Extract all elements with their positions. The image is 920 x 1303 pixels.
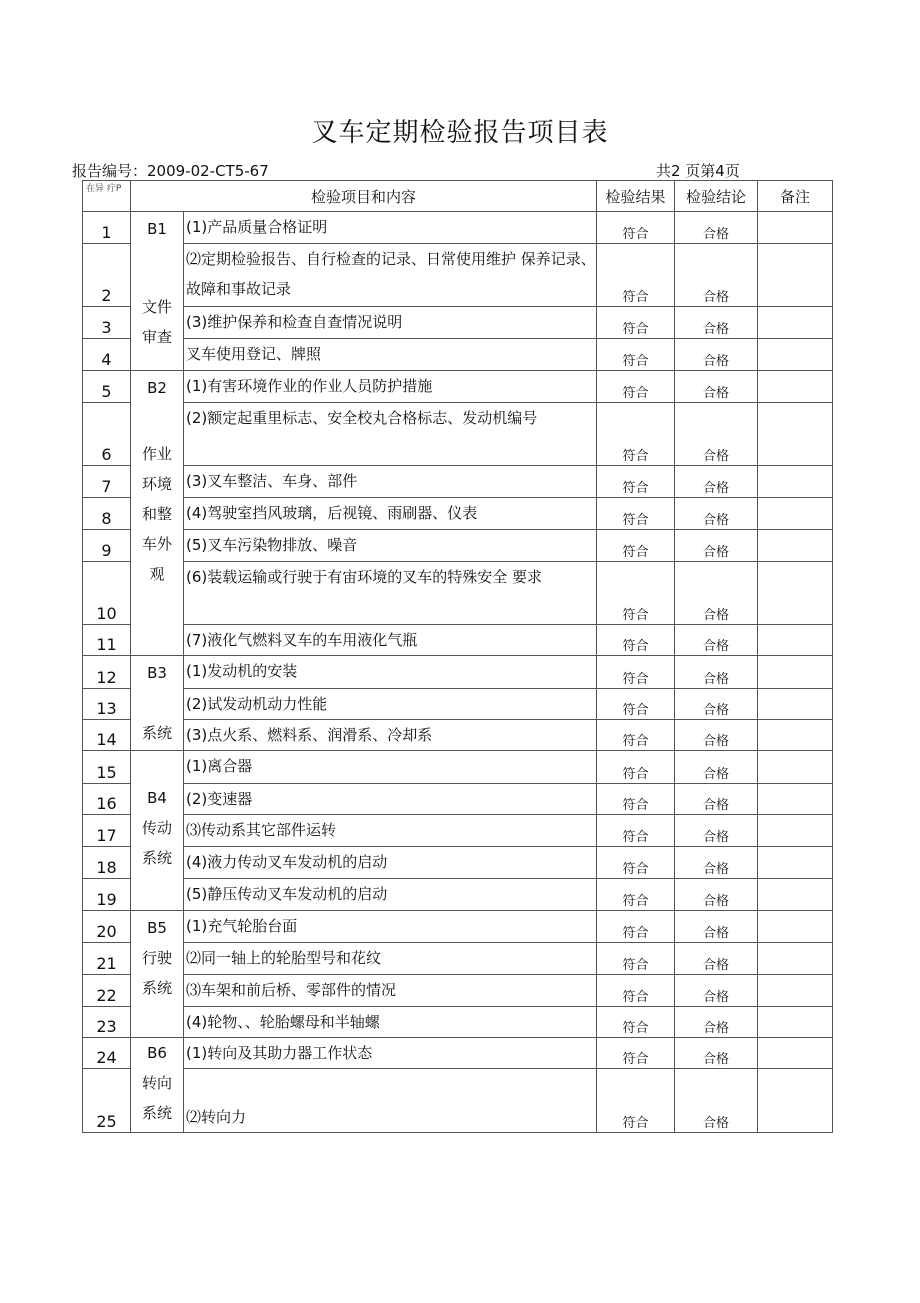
category-name-line: 系统 <box>141 979 172 997</box>
category-name-line: 观 <box>149 565 165 583</box>
result-cell: 符合 <box>597 720 675 751</box>
result-cell: 符合 <box>597 847 675 879</box>
result-cell: 符合 <box>597 244 675 307</box>
table-row <box>83 1007 833 1038</box>
conclusion-cell: 合格 <box>675 911 758 943</box>
inspection-item: (2)额定起重里标志、安全校丸合格标志、发动机编号 <box>184 403 597 466</box>
conclusion-cell: 合格 <box>675 689 758 720</box>
conclusion-cell: 合格 <box>675 212 758 244</box>
conclusion-cell: 合格 <box>675 307 758 339</box>
category-code: B1 <box>147 220 167 238</box>
result-cell: 符合 <box>597 466 675 498</box>
result-cell: 符合 <box>597 943 675 975</box>
remark-cell <box>758 371 833 403</box>
category-code: B3 <box>147 664 167 682</box>
row-number: 9 <box>83 530 131 562</box>
table-row <box>83 371 833 403</box>
header-remark: 备注 <box>758 181 833 212</box>
result-cell: 符合 <box>597 371 675 403</box>
page-title: 叉车定期检验报告项目表 <box>311 118 609 148</box>
table-row <box>83 911 833 943</box>
inspection-item: ⑵定期检验报告、自行检查的记录、日常使用维护 保养记录、故障和事故记录 <box>184 244 597 307</box>
table-row <box>83 466 833 498</box>
remark-cell <box>758 212 833 244</box>
inspection-item: (1)发动机的安装 <box>184 656 597 689</box>
inspection-item: (7)液化气燃料叉车的车用液化气瓶 <box>184 625 597 656</box>
header-conclusion: 检验结论 <box>675 181 758 212</box>
conclusion-cell: 合格 <box>675 403 758 466</box>
table-row <box>83 244 833 307</box>
table-row <box>83 720 833 751</box>
inspection-item: (1)有害环境作业的作业人员防护措施 <box>184 371 597 403</box>
conclusion-cell: 合格 <box>675 1038 758 1069</box>
result-cell: 符合 <box>597 815 675 847</box>
table-row <box>83 403 833 466</box>
row-number: 20 <box>83 911 131 943</box>
result-cell: 符合 <box>597 879 675 911</box>
inspection-item: (5)静压传动叉车发动机的启动 <box>184 879 597 911</box>
page-info: 共2 页第4页 <box>656 162 740 180</box>
inspection-item: (2)变速器 <box>184 784 597 815</box>
category-name-line: 文件 <box>141 298 172 316</box>
remark-cell <box>758 656 833 689</box>
remark-cell <box>758 466 833 498</box>
result-cell: 符合 <box>597 562 675 625</box>
conclusion-cell: 合格 <box>675 879 758 911</box>
category-code: B2 <box>147 379 167 397</box>
row-number: 15 <box>83 751 131 784</box>
result-cell: 符合 <box>597 403 675 466</box>
category-cell <box>131 371 184 656</box>
row-number: 19 <box>83 879 131 911</box>
row-number: 10 <box>83 562 131 625</box>
table-row <box>83 1038 833 1069</box>
result-cell: 符合 <box>597 1069 675 1133</box>
conclusion-cell: 合格 <box>675 751 758 784</box>
inspection-item: ⑶传动系其它部件运转 <box>184 815 597 847</box>
conclusion-cell: 合格 <box>675 339 758 371</box>
inspection-item: (4)轮物、、轮胎螺母和半轴螺 <box>184 1007 597 1038</box>
remark-cell <box>758 1069 833 1133</box>
row-number: 2 <box>83 244 131 307</box>
category-name-line: 审查 <box>141 328 172 346</box>
table-row <box>83 815 833 847</box>
category-name-line: 系统 <box>141 1104 172 1122</box>
result-cell: 符合 <box>597 689 675 720</box>
row-number: 6 <box>83 403 131 466</box>
row-number: 8 <box>83 498 131 530</box>
report-number: 报告编号：2009-02-CT5-67 <box>72 162 269 180</box>
conclusion-cell: 合格 <box>675 498 758 530</box>
remark-cell <box>758 625 833 656</box>
table-row <box>83 625 833 656</box>
row-number: 16 <box>83 784 131 815</box>
result-cell: 符合 <box>597 530 675 562</box>
inspection-item: ⑵同一轴上的轮胎型号和花纹 <box>184 943 597 975</box>
table-row <box>83 943 833 975</box>
inspection-item: (1)充气轮胎台面 <box>184 911 597 943</box>
inspection-item: (1)离合器 <box>184 751 597 784</box>
table-row <box>83 530 833 562</box>
result-cell: 符合 <box>597 307 675 339</box>
row-number: 13 <box>83 689 131 720</box>
table-row <box>83 498 833 530</box>
row-number: 18 <box>83 847 131 879</box>
row-number: 22 <box>83 975 131 1007</box>
inspection-item: (5)叉车污染物排放、噪音 <box>184 530 597 562</box>
inspection-table <box>82 180 833 1133</box>
row-number: 25 <box>83 1069 131 1133</box>
result-cell: 符合 <box>597 1007 675 1038</box>
table-row <box>83 1069 833 1133</box>
header-item: 检验项目和内容 <box>131 181 597 212</box>
remark-cell <box>758 339 833 371</box>
result-cell: 符合 <box>597 751 675 784</box>
result-cell: 符合 <box>597 498 675 530</box>
category-code: B4 <box>147 789 167 807</box>
category-cell <box>131 911 184 1038</box>
category-code: B6 <box>147 1044 167 1062</box>
row-number: 3 <box>83 307 131 339</box>
remark-cell <box>758 498 833 530</box>
result-cell: 符合 <box>597 339 675 371</box>
remark-cell <box>758 1007 833 1038</box>
inspection-item: (4)液力传动叉车发动机的启动 <box>184 847 597 879</box>
conclusion-cell: 合格 <box>675 530 758 562</box>
row-number: 7 <box>83 466 131 498</box>
result-cell: 符合 <box>597 975 675 1007</box>
result-cell: 符合 <box>597 212 675 244</box>
conclusion-cell: 合格 <box>675 1069 758 1133</box>
conclusion-cell: 合格 <box>675 1007 758 1038</box>
table-row <box>83 975 833 1007</box>
table-row <box>83 879 833 911</box>
header-result: 检验结果 <box>597 181 675 212</box>
conclusion-cell: 合格 <box>675 815 758 847</box>
category-name-line: 系统 <box>141 724 172 742</box>
header-seq: 在异 疔P <box>83 181 131 212</box>
conclusion-cell: 合格 <box>675 784 758 815</box>
remark-cell <box>758 879 833 911</box>
inspection-item: (3)点火系、燃料系、润滑系、冷却系 <box>184 720 597 751</box>
category-cell <box>131 212 184 371</box>
inspection-item: ⑵转向力 <box>184 1069 597 1133</box>
row-number: 23 <box>83 1007 131 1038</box>
remark-cell <box>758 815 833 847</box>
category-name-line: 和整 <box>141 505 172 523</box>
remark-cell <box>758 403 833 466</box>
table-row <box>83 212 833 244</box>
remark-cell <box>758 943 833 975</box>
inspection-item: (3)叉车整洁、车身、部件 <box>184 466 597 498</box>
conclusion-cell: 合格 <box>675 562 758 625</box>
category-name-line: 作业 <box>141 445 172 463</box>
inspection-item: 叉车使用登记、牌照 <box>184 339 597 371</box>
inspection-item: (1)转向及其助力器工作状态 <box>184 1038 597 1069</box>
remark-cell <box>758 244 833 307</box>
remark-cell <box>758 720 833 751</box>
remark-cell <box>758 975 833 1007</box>
category-name-line: 传动 <box>141 819 172 837</box>
remark-cell <box>758 911 833 943</box>
conclusion-cell: 合格 <box>675 847 758 879</box>
table-row <box>83 689 833 720</box>
remark-cell <box>758 307 833 339</box>
table-row <box>83 847 833 879</box>
row-number: 4 <box>83 339 131 371</box>
inspection-item: (1)产品质量合格证明 <box>184 212 597 244</box>
category-name-line: 系统 <box>141 849 172 867</box>
conclusion-cell: 合格 <box>675 244 758 307</box>
category-name-line: 行驶 <box>141 949 172 967</box>
remark-cell <box>758 562 833 625</box>
category-code: B5 <box>147 919 167 937</box>
table-row <box>83 562 833 625</box>
row-number: 1 <box>83 212 131 244</box>
result-cell: 符合 <box>597 911 675 943</box>
table-row <box>83 339 833 371</box>
row-number: 12 <box>83 656 131 689</box>
conclusion-cell: 合格 <box>675 720 758 751</box>
inspection-item: (2)试发动机动力性能 <box>184 689 597 720</box>
result-cell: 符合 <box>597 656 675 689</box>
conclusion-cell: 合格 <box>675 371 758 403</box>
category-cell <box>131 1038 184 1133</box>
remark-cell <box>758 751 833 784</box>
category-cell <box>131 656 184 751</box>
table-body <box>83 212 833 1133</box>
category-name-line: 转向 <box>141 1074 172 1092</box>
row-number: 5 <box>83 371 131 403</box>
remark-cell <box>758 847 833 879</box>
row-number: 17 <box>83 815 131 847</box>
result-cell: 符合 <box>597 625 675 656</box>
remark-cell <box>758 530 833 562</box>
row-number: 11 <box>83 625 131 656</box>
row-number: 14 <box>83 720 131 751</box>
inspection-item: (3)维护保养和检查自查情况说明 <box>184 307 597 339</box>
conclusion-cell: 合格 <box>675 975 758 1007</box>
category-name-line: 环境 <box>141 475 172 493</box>
inspection-item: ⑶车架和前后桥、零部件的情况 <box>184 975 597 1007</box>
row-number: 21 <box>83 943 131 975</box>
table-row <box>83 307 833 339</box>
remark-cell <box>758 1038 833 1069</box>
result-cell: 符合 <box>597 784 675 815</box>
table-row <box>83 656 833 689</box>
category-name-line: 车外 <box>141 535 172 553</box>
conclusion-cell: 合格 <box>675 943 758 975</box>
remark-cell <box>758 689 833 720</box>
conclusion-cell: 合格 <box>675 625 758 656</box>
remark-cell <box>758 784 833 815</box>
row-number: 24 <box>83 1038 131 1069</box>
category-cell <box>131 751 184 911</box>
result-cell: 符合 <box>597 1038 675 1069</box>
conclusion-cell: 合格 <box>675 466 758 498</box>
conclusion-cell: 合格 <box>675 656 758 689</box>
table-row <box>83 784 833 815</box>
inspection-item: (6)装载运输或行驶于有宙环境的叉车的特殊安全 要求 <box>184 562 597 625</box>
table-row <box>83 751 833 784</box>
inspection-item: (4)驾驶室挡风玻璃，后视镜、雨刷器、仪表 <box>184 498 597 530</box>
table-header-row <box>83 181 833 212</box>
